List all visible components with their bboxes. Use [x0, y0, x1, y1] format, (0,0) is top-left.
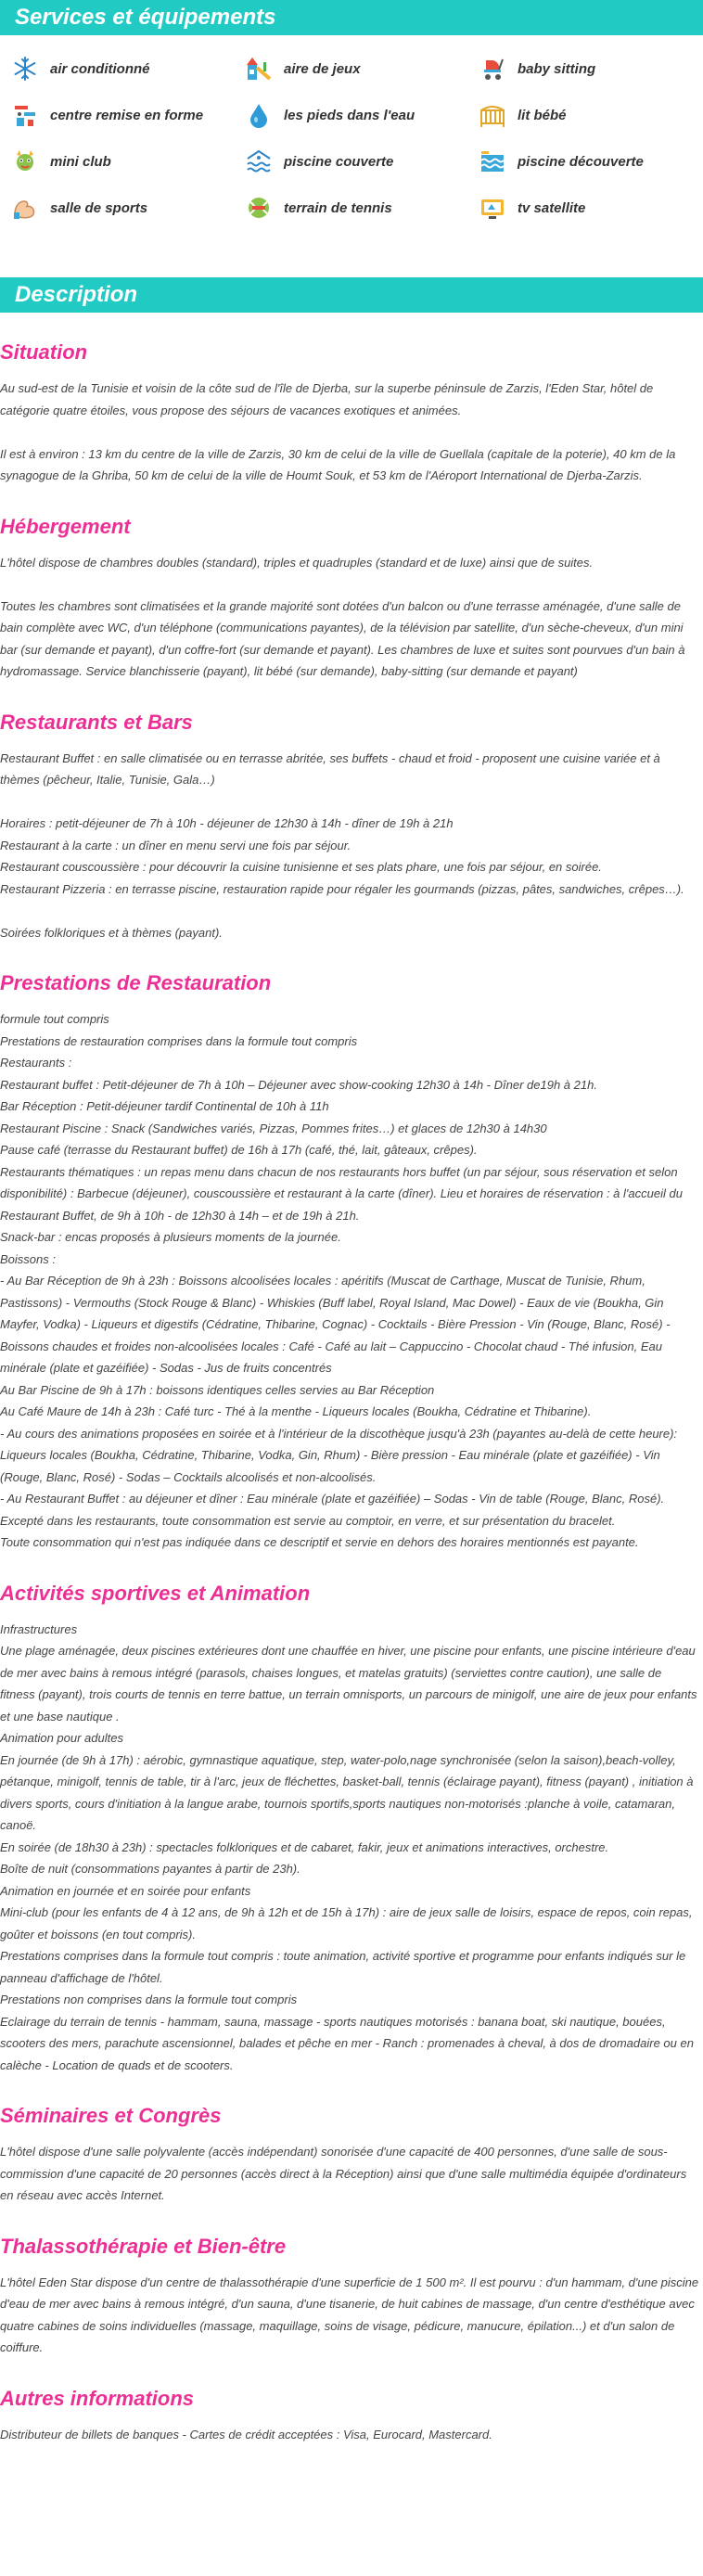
baby-stroller-icon — [479, 55, 506, 83]
service-item — [479, 191, 703, 224]
section-paragraph: Horaires : petit-déjeuner de 7h à 10h - déjeuner de 12h30 à 14h - dîner de 19h à 21h — [0, 816, 454, 830]
section-heading: Hébergement — [0, 514, 131, 538]
services-grid — [0, 52, 703, 224]
snowflake-icon — [11, 55, 39, 83]
section-paragraph: Boissons : — [0, 1251, 56, 1266]
playground-icon — [245, 55, 273, 83]
section-paragraph: Toute consommation qui n'est pas indiquée dans ce descriptif et servie en dehors des horaires mentionnés est payante. — [0, 1535, 639, 1549]
service-item — [479, 52, 703, 85]
section-paragraph: En journée (de 9h à 17h) : aérobic, gymnastique aquatique, step, water-polo,nage synchronisée (selon la saison),beach-volley, pétanque, minigolf, tennis de table, tir à l'arc, jeux de fléchettes, basket-ball, tennis (éclairage payant), fitness (payant) , initiation à divers sports, cours d'initiation à la langue arabe, tournois sportifs,sports nautiques non-motorisés :planche à voile, catamaran, canoë. — [0, 1752, 694, 1832]
section-paragraph: Restaurant buffet : Petit-déjeuner de 7h à 10h – Déjeuner avec show-cooking 12h30 à 14h - Dîner de19h à 21h. — [0, 1077, 597, 1092]
section-heading: Situation — [0, 340, 88, 364]
section-paragraph: Restaurants : — [0, 1056, 72, 1070]
service-label: salle de sports — [50, 199, 148, 216]
services-section — [0, 35, 703, 232]
section-paragraph: Infrastructures — [0, 1621, 78, 1636]
service-label: terrain de tennis — [284, 199, 392, 216]
description-section — [0, 2104, 703, 2207]
service-label: tv satellite — [518, 199, 586, 216]
section-paragraph: - Au cours des animations proposées en soirée et à l'intérieur de la discothèque jusqu'à 23h (payantes au-delà de cette heure): Liqueurs locales (Boukha, Cédratine, Thibarine, Vodka, Gin, Rhum) - Bière pression - Eau minérale (plate et gazéifiée) - Vin (Rouge, Blanc, Rosé) - Sodas – Cocktails alcoolisés et non-alcoolisés. — [0, 1426, 678, 1484]
service-label: mini club — [50, 153, 111, 170]
service-label: air conditionné — [50, 60, 150, 77]
service-item — [11, 52, 245, 85]
section-paragraph: - Au Bar Réception de 9h à 23h : Boissons alcoolisées locales : apéritifs (Muscat de Carthage, Muscat de Tunisie, Rhum, Pastissons) - Vermouths (Stock Rouge & Blanc) - Whiskies (Buff label, Royal Island, Mac Dowel) - Eaux de vie (Boukha, Gin Mayfer, Vodka) - Liqueurs et digestifs (Cédratine, Thibarine, Cognac) - Cocktails - Bière Pression - Vin (Rouge, Blanc, Rosé) - Boissons chaudes et froides non-alcoolisées locales : Café - Café au lait – Cappuccino - Chocolat chaud - Thé infusion, Eau minérale (plate et gazéifiée) - Sodas - Jus de fruits concentrés — [0, 1274, 671, 1375]
description-section — [0, 971, 703, 1554]
section-paragraph: Bar Réception : Petit-déjeuner tardif Continental de 10h à 11h — [0, 1099, 329, 1113]
section-paragraph: - Au Restaurant Buffet : au déjeuner et dîner : Eau minérale (plate et gazéifiée) – Sodas - Vin de table (Rouge, Blanc, Rosé). — [0, 1492, 665, 1506]
section-paragraph: L'hôtel Eden Star dispose d'un centre de thalassothérapie d'une superficie de 1 500 m². Il est pourvu : d'un hammam, d'une piscine d'eau de mer avec bains à remous intégré, d'un sauna, d'une tisanerie, de huit cabines de massage, d'un centre d'esthétique avec quatre cabines de soins individuelles (massage, maquillage, soins de visage, pédicure, manucure, épilation...) et d'un salon de coiffure. — [0, 2275, 699, 2354]
section-paragraph: Mini-club (pour les enfants de 4 à 12 ans, de 9h à 12h et de 15h à 17h) : aire de jeux salle de loisirs, espace de repos, coin repas, goûter et boissons (en tout compris). — [0, 1905, 693, 1942]
kids-club-icon — [11, 147, 39, 175]
description-section — [0, 1582, 703, 2077]
section-paragraph: Au sud-est de la Tunisie et voisin de la côte sud de l'île de Djerba, sur la superbe péninsule de Zarzis, l'Eden Star, hôtel de catégorie quatre étoiles, vous propose des séjours de vacances exotiques et animées. — [0, 381, 654, 417]
section-paragraph: Restaurant Pizzeria : en terrasse piscine, restauration rapide pour régaler les gourmands (pizzas, pâtes, sandwiches, crêpes…). — [0, 881, 684, 896]
service-item — [245, 191, 479, 224]
section-paragraph: formule tout compris — [0, 1012, 109, 1026]
section-paragraph: Eclairage du terrain de tennis - hammam, sauna, massage - sports nautiques motorisés : banana boat, ski nautique, bouées, scooters des mers, parachute ascensionnel, balades et pêche en mer - Ranch : promenades à cheval, à dos de dromadaire ou en calèche - Location de quads et de scooters. — [0, 2014, 694, 2072]
fitness-icon — [11, 101, 39, 129]
outdoor-pool-icon — [479, 147, 506, 175]
services-header: Services et équipements — [0, 0, 703, 35]
crib-icon — [479, 101, 506, 129]
service-label: piscine découverte — [518, 153, 644, 170]
service-label: les pieds dans l'eau — [284, 107, 415, 123]
service-item — [11, 191, 245, 224]
description-header: Description — [0, 277, 703, 313]
tennis-icon — [245, 194, 273, 222]
section-heading: Séminaires et Congrès — [0, 2104, 222, 2127]
service-item — [245, 52, 479, 85]
service-item — [11, 145, 245, 178]
section-paragraph: Restaurant Piscine : Snack (Sandwiches variés, Pizzas, Pommes frites…) et glaces de 12h30 à 14h30 — [0, 1121, 547, 1135]
section-paragraph: Prestations de restauration comprises dans la formule tout compris — [0, 1033, 358, 1048]
section-heading: Prestations de Restauration — [0, 971, 272, 994]
water-drop-icon — [245, 101, 273, 129]
section-paragraph: Au Café Maure de 14h à 23h : Café turc - Thé à la menthe - Liqueurs locales (Boukha, Cédratine et Thibarine). — [0, 1404, 592, 1418]
section-paragraph: Au Bar Piscine de 9h à 17h : boissons identiques celles servies au Bar Réception — [0, 1382, 435, 1397]
section-paragraph: Restaurants thématiques : un repas menu dans chacun de nos restaurants hors buffet (un par séjour, sous réservation et selon disponibilité) : Barbecue (déjeuner), couscoussière et restaurant à la carte (dîner). Lieu et horaires de réservation : à l'accueil du Restaurant Buffet, de 9h à 10h - de 12h30 à 14h – et de 19h à 21h. — [0, 1164, 683, 1223]
section-heading: Restaurants et Bars — [0, 710, 193, 734]
tv-icon — [479, 194, 506, 222]
description-section — [0, 340, 703, 487]
section-paragraph: Distributeur de billets de banques - Cartes de crédit acceptées : Visa, Eurocard, Mastercard. — [0, 2427, 492, 2441]
section-paragraph: Animation en journée et en soirée pour enfants — [0, 1883, 251, 1898]
section-paragraph: Snack-bar : encas proposés à plusieurs moments de la journée. — [0, 1230, 341, 1244]
section-paragraph: Une plage aménagée, deux piscines extérieures dont une chauffée en hiver, une piscine pour enfants, une piscine intérieure d'eau de mer avec bains à remous intégré (parasols, chaises longues, et matelas gratuits) (serviettes contre caution), une salle de fitness (payant), trois courts de tennis en terre battue, un terrain omnisports, un parcours de minigolf, une aire de jeux pour enfants et une base nautique . — [0, 1644, 697, 1724]
description-section — [0, 711, 703, 944]
service-item — [479, 98, 703, 132]
section-paragraph: Boîte de nuit (consommations payantes à partir de 23h). — [0, 1862, 300, 1876]
section-heading: Autres informations — [0, 2386, 195, 2410]
muscle-arm-icon — [11, 194, 39, 222]
section-paragraph: Soirées folkloriques et à thèmes (payant). — [0, 925, 223, 940]
section-paragraph: Restaurant Buffet : en salle climatisée ou en terrasse abritée, ses buffets - chaud et froid - proposent une cuisine variée et à thèmes (pêcheur, Italie, Tunisie, Gala…) — [0, 750, 660, 787]
service-item — [245, 98, 479, 132]
section-paragraph: Pause café (terrasse du Restaurant buffet) de 16h à 17h (café, thé, lait, gâteaux, crêpes). — [0, 1143, 478, 1157]
description-section — [0, 515, 703, 683]
service-item — [479, 145, 703, 178]
service-item — [245, 145, 479, 178]
section-paragraph: L'hôtel dispose de chambres doubles (standard), triples et quadruples (standard et de luxe) ainsi que de suites. — [0, 555, 594, 570]
service-label: lit bébé — [518, 107, 567, 123]
description-section — [0, 2387, 703, 2446]
indoor-pool-icon — [245, 147, 273, 175]
section-paragraph: Animation pour adultes — [0, 1731, 123, 1745]
service-label: aire de jeux — [284, 60, 361, 77]
section-paragraph: Restaurant à la carte : un dîner en menu servi une fois par séjour. — [0, 838, 352, 852]
service-label: baby sitting — [518, 60, 596, 77]
section-paragraph: Il est à environ : 13 km du centre de la ville de Zarzis, 30 km de celui de la ville de Guellala (capitale de la poterie), 40 km de la synagogue de la Ghriba, 50 km de celui de la ville de Houmt Souk, et 53 km de l'Aéroport International de Djerba-Zarzis. — [0, 446, 676, 482]
section-paragraph: Excepté dans les restaurants, toute consommation est servie au comptoir, en verre, et sur présentation du bracelet. — [0, 1513, 616, 1528]
section-paragraph: Toutes les chambres sont climatisées et la grande majorité sont dotées d'un balcon ou d'une terrasse aménagée, d'une salle de bain complète avec WC, d'un téléphone (communications payantes), de la télévision par satellite, d'un sèche-cheveux, d'un mini bar (sur demande et payant), d'un coffre-fort (sur demande et payant). Les chambres de luxe et suites sont pourvues d'un bain à hydromassage. Service blanchisserie (payant), lit bébé (sur demande), baby-sitting (sur demande et payant) — [0, 598, 685, 678]
description-section — [0, 2235, 703, 2359]
service-label: piscine couverte — [284, 153, 394, 170]
section-paragraph: Prestations non comprises dans la formule tout compris — [0, 1993, 298, 2006]
section-paragraph: Prestations comprises dans la formule tout compris : toute animation, activité sportive et programme pour enfants indiqués sur le panneau d'affichage de l'hôtel. — [0, 1949, 686, 1985]
section-paragraph: L'hôtel dispose d'une salle polyvalente (accès indépendant) sonorisée d'une capacité de 400 personnes, d'une salle de sous-commission d'une capacité de 20 personnes (accès direct à la Réception) ainsi que d'une salle multimédia équipée d'ordinateurs en réseau avec accès Internet. — [0, 2145, 687, 2202]
section-heading: Thalassothérapie et Bien-être — [0, 2234, 287, 2258]
section-heading: Activités sportives et Animation — [0, 1581, 311, 1605]
description-body — [0, 313, 703, 2495]
section-paragraph: En soirée (de 18h30 à 23h) : spectacles folkloriques et de cabaret, fakir, jeux et animations interactives, orchestre. — [0, 1839, 609, 1854]
section-paragraph: Restaurant couscoussière : pour découvrir la cuisine tunisienne et ses plats phare, une fois par séjour, en soirée. — [0, 860, 602, 874]
service-item — [11, 98, 245, 132]
service-label: centre remise en forme — [50, 107, 204, 123]
